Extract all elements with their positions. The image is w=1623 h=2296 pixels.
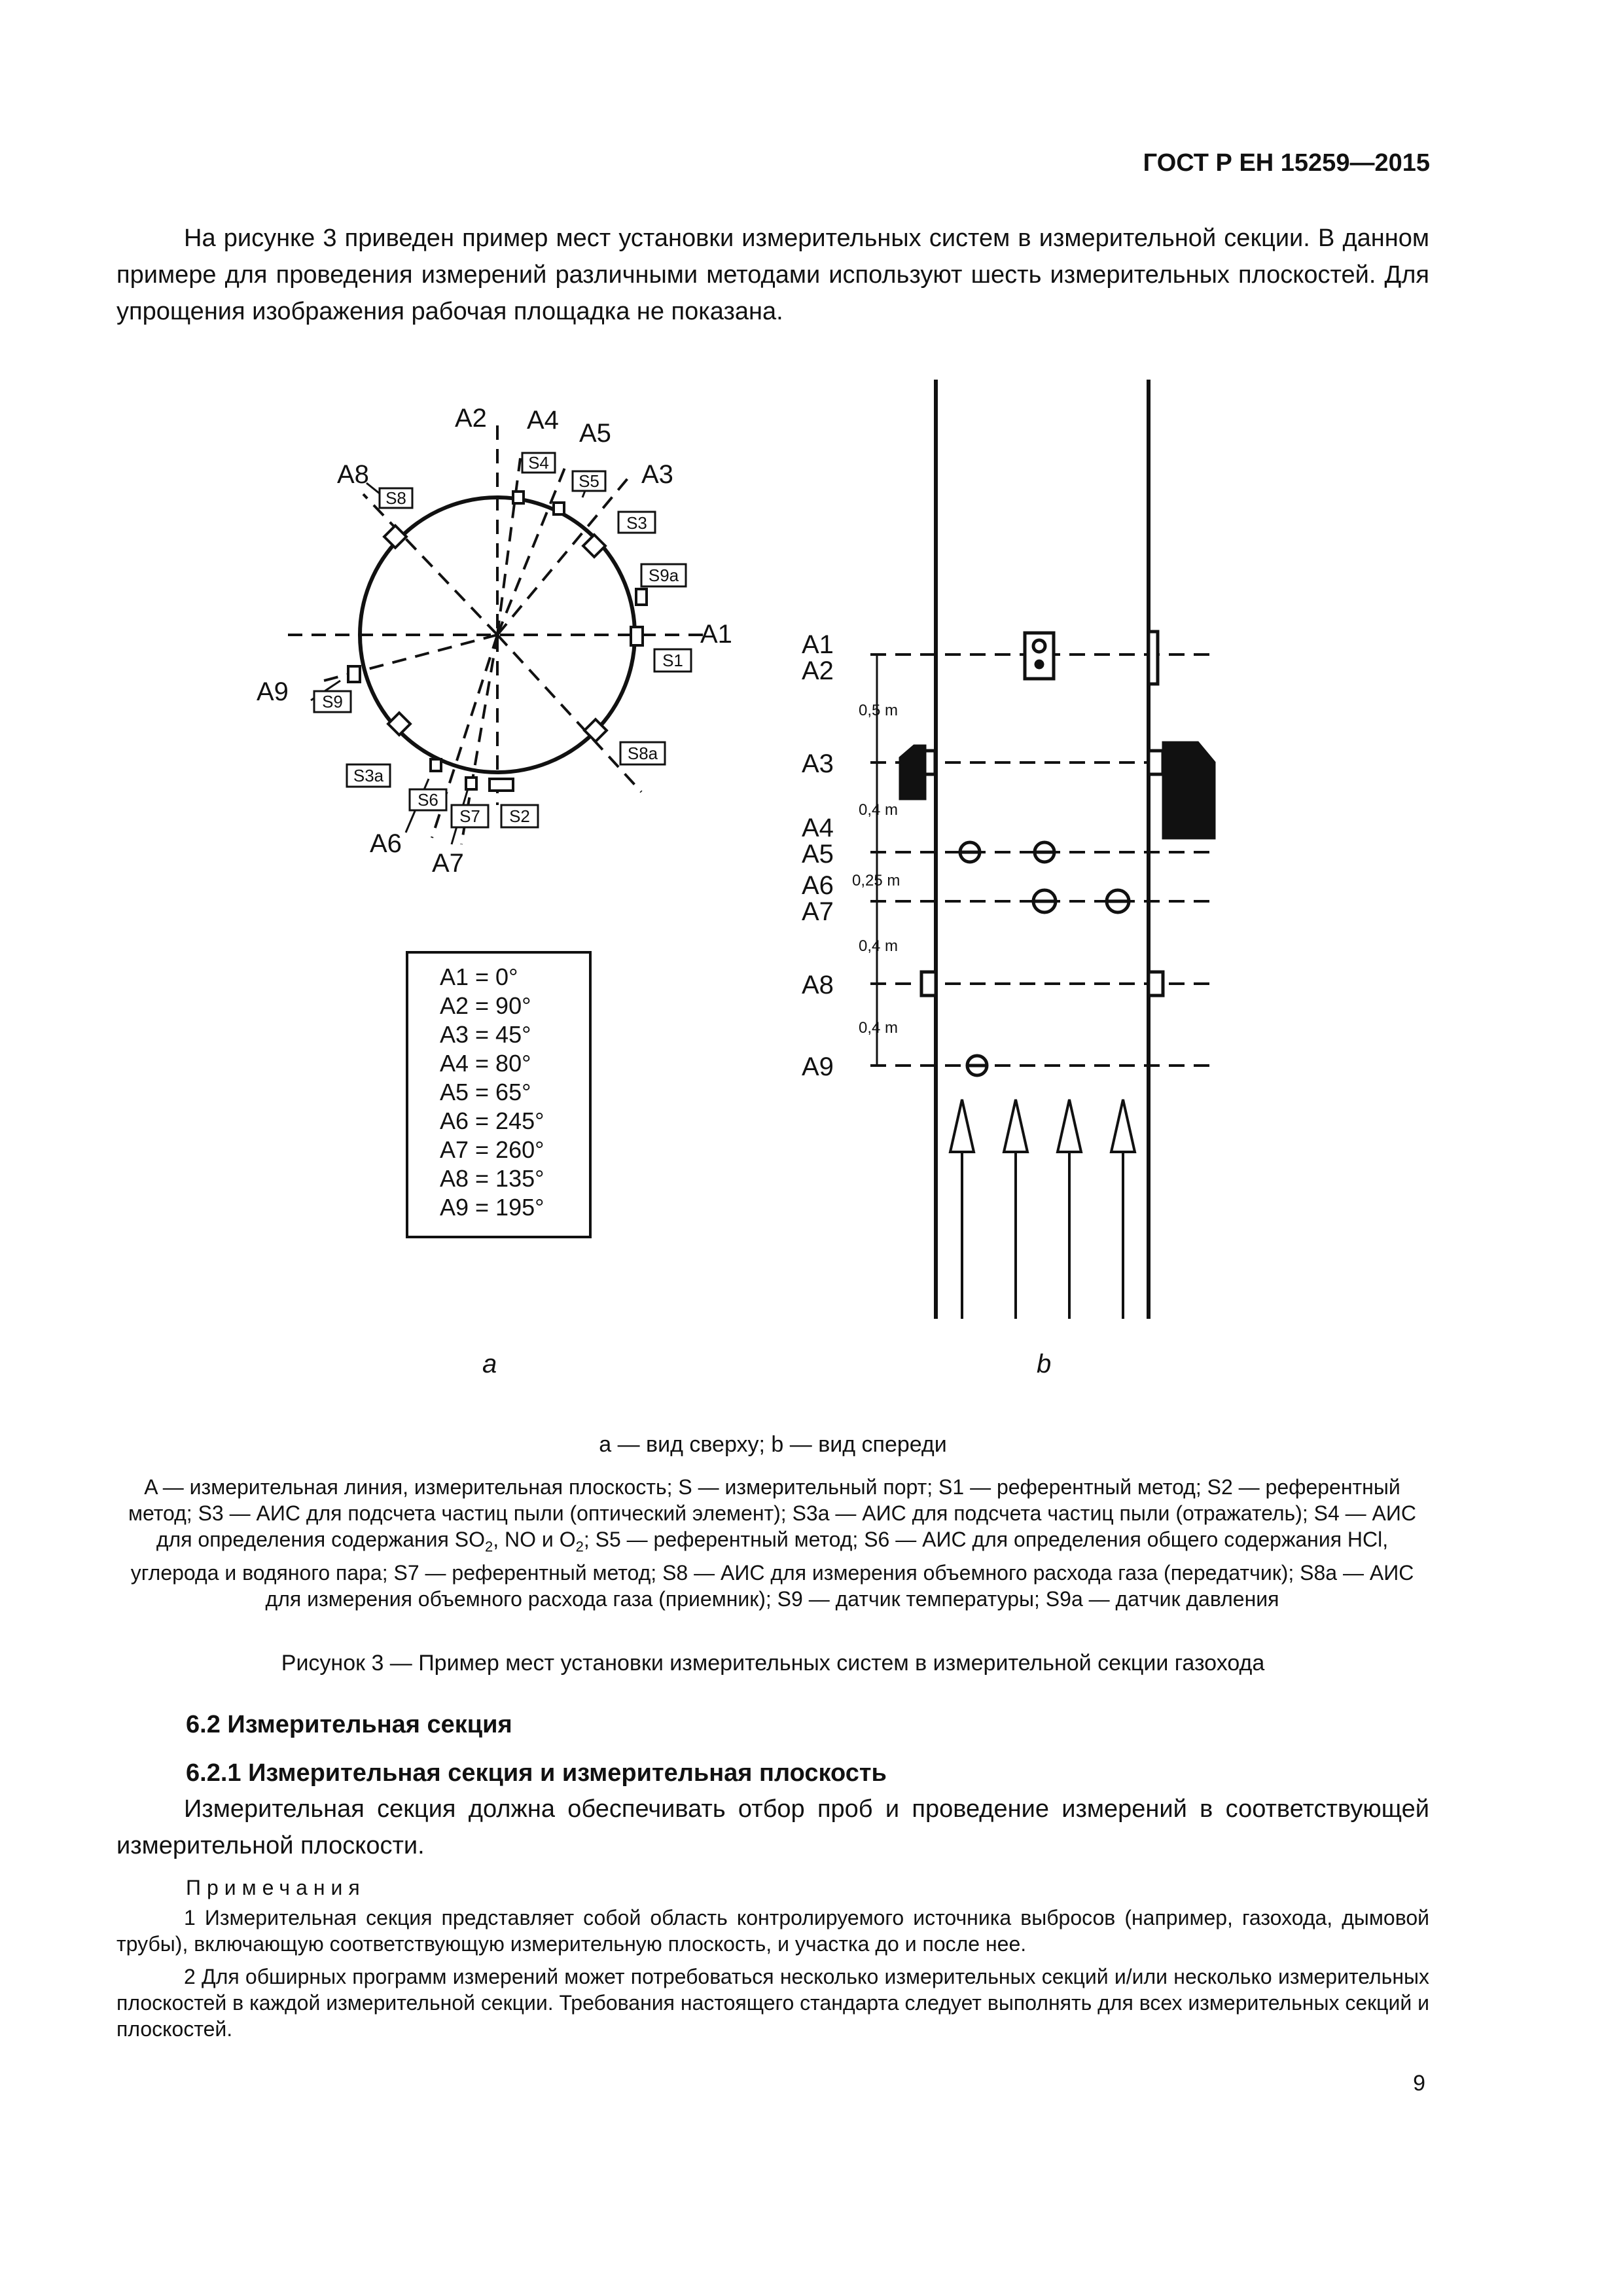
distance-5: 0,4 m (859, 1019, 899, 1037)
label-s3a: S3a (353, 766, 384, 785)
port-s6 (431, 759, 441, 771)
notes-heading: Примечания (186, 1876, 366, 1899)
port-s1 (631, 627, 643, 645)
label-s2: S2 (509, 806, 530, 826)
figure-caption: Рисунок 3 — Пример мест установки измерительных систем в измерительной секции газохода (281, 1651, 1265, 1676)
section-6-2-1-title: 6.2.1 Измерительная секция и измерительная плоскость (186, 1759, 887, 1787)
port-s4 (513, 492, 524, 503)
plane-label-a2: A2 (802, 656, 834, 685)
label-a7: A7 (432, 849, 464, 878)
legend-views: a — вид сверху; b — вид спереди (599, 1432, 947, 1457)
label-a9: A9 (257, 677, 289, 706)
angle-a6: A6 = 245° (440, 1107, 544, 1134)
label-s9: S9 (322, 692, 343, 711)
distance-1: 0,5 m (859, 702, 899, 719)
distance-3: 0,25 m (852, 872, 901, 889)
intro-paragraph: На рисунке 3 приведен пример мест установки измерительных систем в измерительной секции. В данном примере для проведения измерений различными методами используют шесть измерительных плоскостей. Для упрощения изображения рабочая площадка не показана. (116, 224, 1429, 325)
label-a6: A6 (370, 829, 402, 858)
sublabel-b: b (1037, 1350, 1052, 1378)
label-s3: S3 (626, 513, 647, 533)
label-a5: A5 (579, 419, 611, 448)
label-s7: S7 (459, 806, 480, 826)
label-s6: S6 (418, 790, 438, 810)
label-s1: S1 (662, 651, 683, 670)
angle-a8: A8 = 135° (440, 1165, 544, 1192)
port-s2 (490, 779, 513, 791)
note-1: 1 Измерительная секция представляет собой область контролируемого источника выбросов (например, газохода, дымовой трубы), включающую соответствующую измерительную плоскость, и участка до и после нее. (116, 1906, 1429, 1956)
label-s4: S4 (528, 453, 549, 473)
plane-label-a8: A8 (802, 971, 834, 999)
angle-a3: A3 = 45° (440, 1021, 531, 1048)
angle-a2: A2 = 90° (440, 992, 531, 1019)
angle-a5: A5 = 65° (440, 1079, 531, 1105)
port-s3a (388, 713, 410, 735)
sublabel-a: a (482, 1350, 497, 1378)
port-s5 (554, 503, 564, 514)
flow-arrows (950, 1100, 1135, 1319)
plane-label-a9: A9 (802, 1052, 834, 1081)
label-a8: A8 (337, 460, 369, 489)
label-a2: A2 (455, 404, 487, 433)
distance-2: 0,4 m (859, 801, 899, 819)
label-s8a: S8a (627, 744, 658, 763)
label-a4: A4 (527, 406, 559, 435)
section-6-2-1-body: Измерительная секция должна обеспечивать отбор проб и проведение измерений в соответствующей измерительной плоскости. (116, 1795, 1429, 1859)
distance-4: 0,4 m (859, 937, 899, 955)
angle-a1: A1 = 0° (440, 963, 518, 990)
label-s8: S8 (385, 488, 406, 508)
port-s9a (636, 589, 647, 605)
plane-label-a3: A3 (802, 749, 834, 778)
plane-label-a7: A7 (802, 897, 834, 926)
section-6-2-title: 6.2 Измерительная секция (186, 1711, 512, 1738)
document-id: ГОСТ Р ЕН 15259—2015 (1143, 149, 1430, 177)
label-s9a: S9a (648, 565, 679, 585)
angle-a4: A4 = 80° (440, 1050, 531, 1077)
line-a3-ext (497, 635, 641, 792)
label-a3: A3 (641, 460, 673, 489)
note-2: 2 Для обширных программ измерений может потребоваться несколько измерительных секций и/или несколько измерительных плоскостей в каждой измерительной секции. Требования настоящего стандарта следует выполнять для всех измерительных секций и плоскостей. (116, 1965, 1429, 2041)
label-a1: A1 (700, 620, 732, 649)
port-s7 (466, 778, 476, 789)
angle-a9: A9 = 195° (440, 1194, 544, 1221)
figure-view-b (785, 367, 1243, 1329)
plane-label-a6: A6 (802, 871, 834, 900)
figure-legend: A — измерительная линия, измерительная плоскость; S — измерительный порт; S1 — референтный метод; S2 — референтный метод; S3 — АИС для подсчета частиц пыли (оптический элемент); S3a — АИС для подсчета частиц пыли (отражатель); S4 — АИС для определения содержания $SO_2$, NO и $O_2$; S5 — референтный метод; S6 — АИС для определения общего содержания HCl, углерода и водяного пара; S7 — референтный метод; S8 — АИС для измерения объемного расхода газа (передатчик); S8a — АИС для измерения объемного расхода газа (приемник); S9 — датчик температуры; S9a — датчик давления (128, 1475, 1416, 1611)
page-number: 9 (1413, 2071, 1425, 2096)
port-s3 (583, 535, 605, 557)
plane-label-a4: A4 (802, 814, 834, 842)
port-s9 (348, 666, 360, 682)
figure-view-a (249, 393, 772, 1257)
plane-label-a5: A5 (802, 840, 834, 869)
angle-a7: A7 = 260° (440, 1136, 544, 1163)
plane-label-a1: A1 (802, 630, 834, 659)
port-s8 (384, 526, 406, 548)
label-s5: S5 (579, 471, 599, 491)
line-a5 (497, 465, 566, 635)
